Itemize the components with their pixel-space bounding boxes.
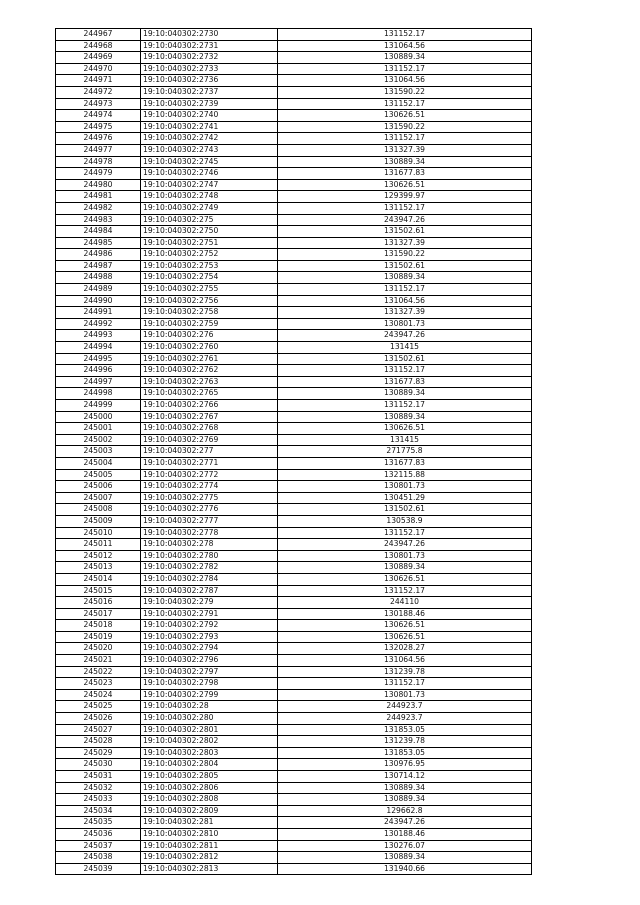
cadastral-number-cell: 19:10:040302:2753: [141, 260, 278, 272]
value-cell: 131502.61: [278, 260, 532, 272]
table-row: [56, 121, 532, 133]
cadastral-number-cell: 19:10:040302:2805: [141, 771, 278, 783]
value-cell: 131152.17: [278, 400, 532, 412]
value-cell: 130976.95: [278, 759, 532, 771]
row-id-cell: 244970: [56, 63, 141, 75]
cadastral-number-cell: 19:10:040302:2748: [141, 191, 278, 203]
cadastral-number-cell: 19:10:040302:2799: [141, 689, 278, 701]
table-body: [56, 29, 532, 875]
row-id-cell: 245036: [56, 828, 141, 840]
table-row: [56, 817, 532, 829]
cadastral-number-cell: 19:10:040302:2812: [141, 852, 278, 864]
table-row: [56, 643, 532, 655]
row-id-cell: 244976: [56, 133, 141, 145]
table-row: [56, 782, 532, 794]
table-row: [56, 295, 532, 307]
cadastral-number-cell: 19:10:040302:2813: [141, 863, 278, 875]
value-cell: 131590.22: [278, 86, 532, 98]
cadastral-number-cell: 19:10:040302:2780: [141, 550, 278, 562]
table-row: [56, 434, 532, 446]
table-row: [56, 504, 532, 516]
table-row: [56, 411, 532, 423]
cadastral-number-cell: 19:10:040302:2791: [141, 608, 278, 620]
table-row: [56, 133, 532, 145]
cadastral-number-cell: 19:10:040302:279: [141, 597, 278, 609]
cadastral-number-cell: 19:10:040302:2733: [141, 63, 278, 75]
row-id-cell: 245030: [56, 759, 141, 771]
value-cell: 130626.51: [278, 110, 532, 122]
row-id-cell: 245037: [56, 840, 141, 852]
cadastral-number-cell: 19:10:040302:2784: [141, 573, 278, 585]
cadastral-number-cell: 19:10:040302:2751: [141, 237, 278, 249]
table-row: [56, 608, 532, 620]
cadastral-number-cell: 19:10:040302:2798: [141, 678, 278, 690]
value-cell: 130626.51: [278, 573, 532, 585]
row-id-cell: 244999: [56, 400, 141, 412]
row-id-cell: 244968: [56, 40, 141, 52]
table-row: [56, 828, 532, 840]
row-id-cell: 245039: [56, 863, 141, 875]
row-id-cell: 244996: [56, 365, 141, 377]
row-id-cell: 245033: [56, 794, 141, 806]
value-cell: 131152.17: [278, 284, 532, 296]
table-row: [56, 805, 532, 817]
cadastral-number-cell: 19:10:040302:2749: [141, 202, 278, 214]
row-id-cell: 245009: [56, 515, 141, 527]
row-id-cell: 245003: [56, 446, 141, 458]
row-id-cell: 245020: [56, 643, 141, 655]
table-row: [56, 840, 532, 852]
row-id-cell: 244988: [56, 272, 141, 284]
value-cell: 129662.8: [278, 805, 532, 817]
row-id-cell: 245029: [56, 747, 141, 759]
row-id-cell: 245031: [56, 771, 141, 783]
row-id-cell: 244972: [56, 86, 141, 98]
row-id-cell: 244967: [56, 29, 141, 41]
table-row: [56, 249, 532, 261]
cadastral-number-cell: 19:10:040302:2802: [141, 736, 278, 748]
row-id-cell: 245023: [56, 678, 141, 690]
row-id-cell: 244969: [56, 52, 141, 64]
table-row: [56, 562, 532, 574]
row-id-cell: 245032: [56, 782, 141, 794]
row-id-cell: 244974: [56, 110, 141, 122]
cadastral-number-cell: 19:10:040302:2746: [141, 168, 278, 180]
row-id-cell: 244987: [56, 260, 141, 272]
value-cell: 131152.17: [278, 202, 532, 214]
table-row: [56, 52, 532, 64]
row-id-cell: 244971: [56, 75, 141, 87]
value-cell: 131152.17: [278, 133, 532, 145]
table-row: [56, 481, 532, 493]
value-cell: 130889.34: [278, 794, 532, 806]
cadastral-number-cell: 19:10:040302:28: [141, 701, 278, 713]
table-row: [56, 655, 532, 667]
table-row: [56, 156, 532, 168]
table-row: [56, 98, 532, 110]
value-cell: 132028.27: [278, 643, 532, 655]
value-cell: 131152.17: [278, 98, 532, 110]
row-id-cell: 244991: [56, 307, 141, 319]
row-id-cell: 245014: [56, 573, 141, 585]
value-cell: 131677.83: [278, 168, 532, 180]
value-cell: 131064.56: [278, 655, 532, 667]
table-row: [56, 307, 532, 319]
cadastral-number-cell: 19:10:040302:2760: [141, 342, 278, 354]
cadastral-number-cell: 19:10:040302:2804: [141, 759, 278, 771]
table-row: [56, 144, 532, 156]
row-id-cell: 245024: [56, 689, 141, 701]
cadastral-number-cell: 19:10:040302:278: [141, 539, 278, 551]
table-row: [56, 342, 532, 354]
table-row: [56, 585, 532, 597]
value-cell: 130626.51: [278, 179, 532, 191]
cadastral-number-cell: 19:10:040302:2747: [141, 179, 278, 191]
value-cell: 131327.39: [278, 237, 532, 249]
table-row: [56, 237, 532, 249]
value-cell: 130276.07: [278, 840, 532, 852]
cadastral-number-cell: 19:10:040302:2752: [141, 249, 278, 261]
row-id-cell: 244989: [56, 284, 141, 296]
table-row: [56, 400, 532, 412]
row-id-cell: 245016: [56, 597, 141, 609]
row-id-cell: 245025: [56, 701, 141, 713]
cadastral-number-cell: 19:10:040302:2765: [141, 388, 278, 400]
cadastral-number-cell: 19:10:040302:2741: [141, 121, 278, 133]
value-cell: 131677.83: [278, 376, 532, 388]
table-row: [56, 724, 532, 736]
table-row: [56, 353, 532, 365]
row-id-cell: 244980: [56, 179, 141, 191]
table-row: [56, 284, 532, 296]
table-row: [56, 365, 532, 377]
value-cell: 131853.05: [278, 747, 532, 759]
table-row: [56, 376, 532, 388]
row-id-cell: 244978: [56, 156, 141, 168]
row-id-cell: 245008: [56, 504, 141, 516]
table-row: [56, 550, 532, 562]
value-cell: 131064.56: [278, 75, 532, 87]
table-row: [56, 272, 532, 284]
table-row: [56, 863, 532, 875]
cadastral-number-cell: 19:10:040302:2774: [141, 481, 278, 493]
table-row: [56, 318, 532, 330]
cadastral-number-cell: 19:10:040302:2769: [141, 434, 278, 446]
value-cell: 130889.34: [278, 411, 532, 423]
table-row: [56, 713, 532, 725]
value-cell: 243947.26: [278, 330, 532, 342]
table-row: [56, 573, 532, 585]
table-row: [56, 689, 532, 701]
cadastral-number-cell: 19:10:040302:2754: [141, 272, 278, 284]
value-cell: 131239.78: [278, 736, 532, 748]
cadastral-number-cell: 19:10:040302:2771: [141, 457, 278, 469]
cadastral-number-cell: 19:10:040302:2803: [141, 747, 278, 759]
table-row: [56, 620, 532, 632]
value-cell: 243947.26: [278, 214, 532, 226]
cadastral-number-cell: 19:10:040302:2739: [141, 98, 278, 110]
row-id-cell: 245015: [56, 585, 141, 597]
table-row: [56, 631, 532, 643]
table-row: [56, 446, 532, 458]
cadastral-number-cell: 19:10:040302:2761: [141, 353, 278, 365]
row-id-cell: 245012: [56, 550, 141, 562]
value-cell: 130889.34: [278, 562, 532, 574]
row-id-cell: 244982: [56, 202, 141, 214]
value-cell: 131677.83: [278, 457, 532, 469]
cadastral-number-cell: 19:10:040302:2776: [141, 504, 278, 516]
value-cell: 130801.73: [278, 481, 532, 493]
row-id-cell: 244990: [56, 295, 141, 307]
value-cell: 130538.9: [278, 515, 532, 527]
cadastral-number-cell: 19:10:040302:2730: [141, 29, 278, 41]
value-cell: 131327.39: [278, 307, 532, 319]
table-row: [56, 179, 532, 191]
cadastral-number-cell: 19:10:040302:281: [141, 817, 278, 829]
value-cell: 131327.39: [278, 144, 532, 156]
table-row: [56, 423, 532, 435]
table-row: [56, 330, 532, 342]
row-id-cell: 245001: [56, 423, 141, 435]
row-id-cell: 245034: [56, 805, 141, 817]
cadastral-number-cell: 19:10:040302:2743: [141, 144, 278, 156]
value-cell: 130889.34: [278, 272, 532, 284]
value-cell: 131590.22: [278, 249, 532, 261]
table-row: [56, 759, 532, 771]
cadastral-number-cell: 19:10:040302:2742: [141, 133, 278, 145]
row-id-cell: 245022: [56, 666, 141, 678]
cadastral-number-cell: 19:10:040302:2766: [141, 400, 278, 412]
table-row: [56, 214, 532, 226]
row-id-cell: 245004: [56, 457, 141, 469]
value-cell: 130889.34: [278, 52, 532, 64]
cadastral-number-cell: 19:10:040302:280: [141, 713, 278, 725]
value-cell: 130714.12: [278, 771, 532, 783]
cadastral-number-cell: 19:10:040302:2762: [141, 365, 278, 377]
row-id-cell: 244993: [56, 330, 141, 342]
table-row: [56, 539, 532, 551]
value-cell: 243947.26: [278, 539, 532, 551]
value-cell: 129399.97: [278, 191, 532, 203]
value-cell: 130451.29: [278, 492, 532, 504]
table-row: [56, 527, 532, 539]
value-cell: 131152.17: [278, 29, 532, 41]
cadastral-number-cell: 19:10:040302:2809: [141, 805, 278, 817]
cadastral-number-cell: 19:10:040302:2777: [141, 515, 278, 527]
value-cell: 131590.22: [278, 121, 532, 133]
cadastral-number-cell: 19:10:040302:2732: [141, 52, 278, 64]
value-cell: 130801.73: [278, 318, 532, 330]
value-cell: 131502.61: [278, 504, 532, 516]
row-id-cell: 244994: [56, 342, 141, 354]
table-row: [56, 63, 532, 75]
table-row: [56, 469, 532, 481]
cadastral-number-cell: 19:10:040302:2758: [141, 307, 278, 319]
row-id-cell: 245013: [56, 562, 141, 574]
table-row: [56, 388, 532, 400]
value-cell: 271775.8: [278, 446, 532, 458]
row-id-cell: 245018: [56, 620, 141, 632]
table-row: [56, 736, 532, 748]
table-row: [56, 771, 532, 783]
value-cell: 131940.66: [278, 863, 532, 875]
value-cell: 132115.88: [278, 469, 532, 481]
value-cell: 244923.7: [278, 701, 532, 713]
row-id-cell: 245017: [56, 608, 141, 620]
cadastral-number-cell: 19:10:040302:2808: [141, 794, 278, 806]
value-cell: 131152.17: [278, 678, 532, 690]
value-cell: 130188.46: [278, 608, 532, 620]
cadastral-number-cell: 19:10:040302:2745: [141, 156, 278, 168]
table-row: [56, 191, 532, 203]
cadastral-number-cell: 19:10:040302:277: [141, 446, 278, 458]
value-cell: 244923.7: [278, 713, 532, 725]
value-cell: 244110: [278, 597, 532, 609]
cadastral-number-cell: 19:10:040302:2772: [141, 469, 278, 481]
row-id-cell: 244997: [56, 376, 141, 388]
table-row: [56, 515, 532, 527]
row-id-cell: 245038: [56, 852, 141, 864]
row-id-cell: 244973: [56, 98, 141, 110]
row-id-cell: 245035: [56, 817, 141, 829]
row-id-cell: 244992: [56, 318, 141, 330]
cadastral-number-cell: 19:10:040302:2763: [141, 376, 278, 388]
table-row: [56, 260, 532, 272]
cadastral-number-cell: 19:10:040302:2810: [141, 828, 278, 840]
table-row: [56, 666, 532, 678]
value-cell: 131415: [278, 434, 532, 446]
value-cell: 130626.51: [278, 631, 532, 643]
cadastral-number-cell: 19:10:040302:2737: [141, 86, 278, 98]
cadastral-number-cell: 19:10:040302:2740: [141, 110, 278, 122]
value-cell: 131502.61: [278, 226, 532, 238]
cadastral-number-cell: 19:10:040302:2767: [141, 411, 278, 423]
table-row: [56, 168, 532, 180]
cadastral-number-cell: 19:10:040302:2759: [141, 318, 278, 330]
cadastral-number-cell: 19:10:040302:2787: [141, 585, 278, 597]
value-cell: 131239.78: [278, 666, 532, 678]
value-cell: 131415: [278, 342, 532, 354]
value-cell: 131064.56: [278, 295, 532, 307]
table-row: [56, 226, 532, 238]
table-row: [56, 110, 532, 122]
value-cell: 130626.51: [278, 620, 532, 632]
cadastral-number-cell: 19:10:040302:2782: [141, 562, 278, 574]
table-row: [56, 40, 532, 52]
cadastral-number-cell: 19:10:040302:2801: [141, 724, 278, 736]
row-id-cell: 245026: [56, 713, 141, 725]
row-id-cell: 244984: [56, 226, 141, 238]
row-id-cell: 244985: [56, 237, 141, 249]
table-row: [56, 75, 532, 87]
table-row: [56, 597, 532, 609]
cadastral-number-cell: 19:10:040302:2736: [141, 75, 278, 87]
row-id-cell: 245021: [56, 655, 141, 667]
cadastral-number-cell: 19:10:040302:2750: [141, 226, 278, 238]
cadastral-number-cell: 19:10:040302:2778: [141, 527, 278, 539]
cadastral-number-cell: 19:10:040302:2768: [141, 423, 278, 435]
table-row: [56, 747, 532, 759]
row-id-cell: 245005: [56, 469, 141, 481]
value-cell: 131502.61: [278, 353, 532, 365]
table-row: [56, 701, 532, 713]
table-row: [56, 678, 532, 690]
row-id-cell: 244977: [56, 144, 141, 156]
cadastral-number-cell: 19:10:040302:2796: [141, 655, 278, 667]
value-cell: 131152.17: [278, 585, 532, 597]
row-id-cell: 245019: [56, 631, 141, 643]
table-row: [56, 852, 532, 864]
cadastral-number-cell: 19:10:040302:2797: [141, 666, 278, 678]
value-cell: 131152.17: [278, 527, 532, 539]
cadastral-number-cell: 19:10:040302:2811: [141, 840, 278, 852]
value-cell: 131152.17: [278, 63, 532, 75]
row-id-cell: 245006: [56, 481, 141, 493]
row-id-cell: 245028: [56, 736, 141, 748]
value-cell: 130889.34: [278, 852, 532, 864]
value-cell: 130626.51: [278, 423, 532, 435]
cadastral-number-cell: 19:10:040302:276: [141, 330, 278, 342]
row-id-cell: 244986: [56, 249, 141, 261]
table-row: [56, 29, 532, 41]
value-cell: 131853.05: [278, 724, 532, 736]
cadastral-value-table: [55, 28, 532, 875]
value-cell: 131152.17: [278, 365, 532, 377]
cadastral-number-cell: 19:10:040302:2793: [141, 631, 278, 643]
row-id-cell: 244975: [56, 121, 141, 133]
value-cell: 130801.73: [278, 689, 532, 701]
cadastral-number-cell: 19:10:040302:2806: [141, 782, 278, 794]
value-cell: 130889.34: [278, 782, 532, 794]
value-cell: 243947.26: [278, 817, 532, 829]
cadastral-number-cell: 19:10:040302:2792: [141, 620, 278, 632]
cadastral-number-cell: 19:10:040302:2755: [141, 284, 278, 296]
value-cell: 130889.34: [278, 388, 532, 400]
value-cell: 130801.73: [278, 550, 532, 562]
row-id-cell: 244983: [56, 214, 141, 226]
row-id-cell: 245007: [56, 492, 141, 504]
row-id-cell: 244998: [56, 388, 141, 400]
table-row: [56, 86, 532, 98]
table-row: [56, 202, 532, 214]
row-id-cell: 244979: [56, 168, 141, 180]
row-id-cell: 244981: [56, 191, 141, 203]
cadastral-number-cell: 19:10:040302:2731: [141, 40, 278, 52]
value-cell: 131064.56: [278, 40, 532, 52]
row-id-cell: 245010: [56, 527, 141, 539]
row-id-cell: 245000: [56, 411, 141, 423]
value-cell: 130889.34: [278, 156, 532, 168]
table-row: [56, 457, 532, 469]
row-id-cell: 245002: [56, 434, 141, 446]
row-id-cell: 244995: [56, 353, 141, 365]
cadastral-number-cell: 19:10:040302:2794: [141, 643, 278, 655]
cadastral-number-cell: 19:10:040302:275: [141, 214, 278, 226]
cadastral-number-cell: 19:10:040302:2775: [141, 492, 278, 504]
value-cell: 130188.46: [278, 828, 532, 840]
table-row: [56, 794, 532, 806]
cadastral-number-cell: 19:10:040302:2756: [141, 295, 278, 307]
table-row: [56, 492, 532, 504]
row-id-cell: 245027: [56, 724, 141, 736]
row-id-cell: 245011: [56, 539, 141, 551]
